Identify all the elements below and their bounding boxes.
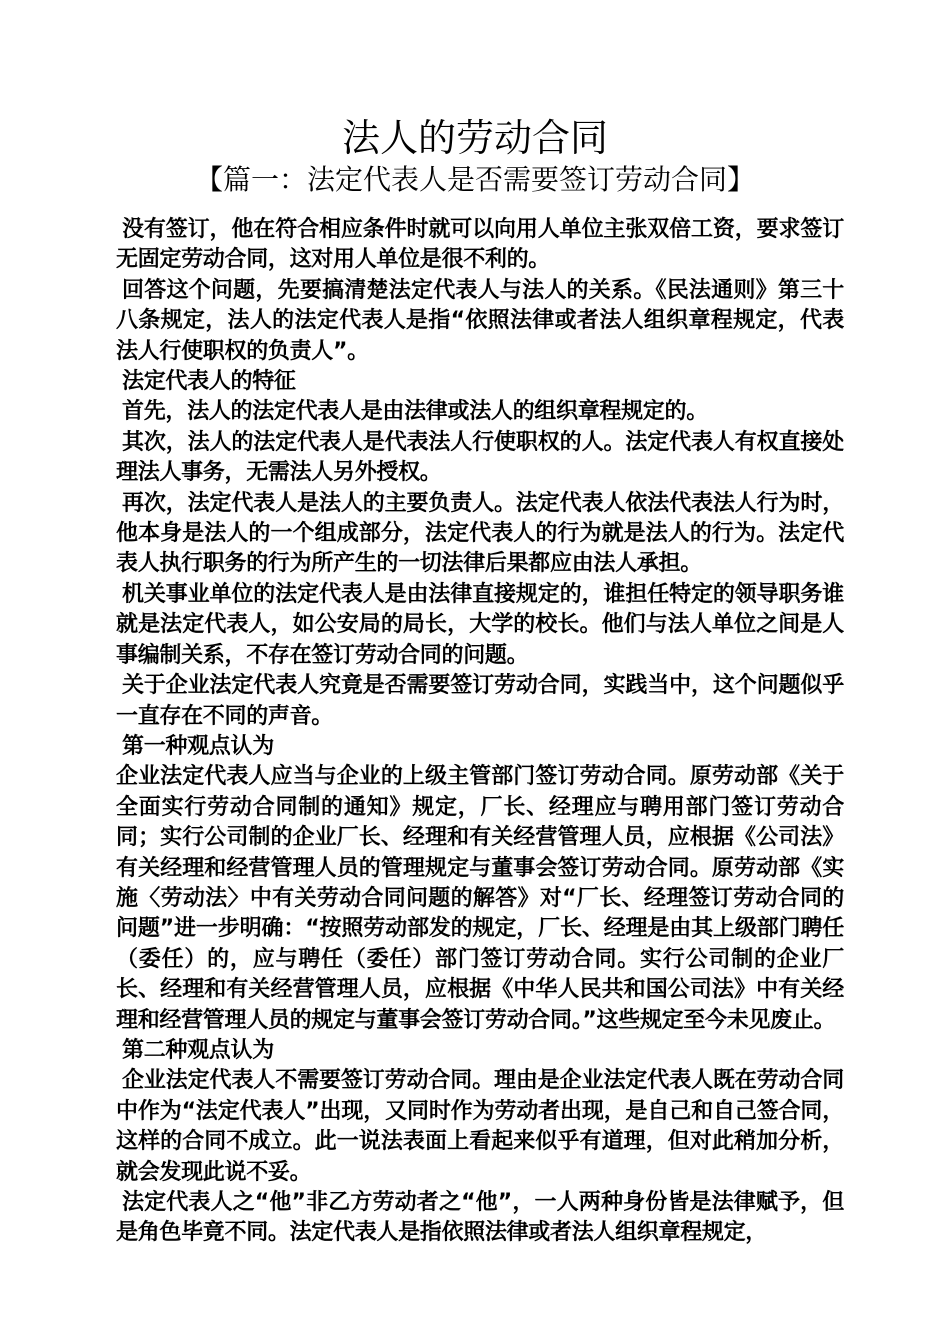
paragraph: 企业法定代表人应当与企业的上级主管部门签订劳动合同。原劳动部《关于全面实行劳动合同制的通知》规定，厂长、经理应与聘用部门签订劳动合同；实行公司制的企业厂长、经理和有关经营管理人员，应根据《公司法》有关经理和经营管理人员的管理规定与董事会签订劳动合同。原劳动部《实施〈劳动法〉中有关劳动合同问题的解答》对“厂长、经理签订劳动合同的问题”进一步明确：“按照劳动部发的规定，厂长、经理是由其上级部门聘任（委任）的，应与聘任（委任）部门签订劳动合同。实行公司制的企业厂长、经理和有关经营管理人员，应根据《中华人民共和国公司法》中有关经理和经营管理人员的规定与董事会签订劳动合同。”这些规定至今未见废止。	[116, 764, 844, 1033]
document-title: 法人的劳动合同	[341, 116, 608, 160]
section-heading: 第二种观点认为	[122, 1037, 274, 1063]
paragraph: 回答这个问题，先要搞清楚法定代表人与法人的关系。《民法通则》第三十八条规定，法人的法定代表人是指“依照法律或者法人组织章程规定，代表法人行使职权的负责人”。	[116, 277, 844, 364]
section-heading: 第一种观点认为	[122, 733, 274, 759]
section-heading: 法定代表人的特征	[122, 369, 296, 395]
paragraph: 企业法定代表人不需要签订劳动合同。理由是企业法定代表人既在劳动合同中作为“法定代表人”出现，又同时作为劳动者出现，是自己和自己签合同，这样的合同不成立。此一说法表面上看起来似乎有道理，但对此稍加分析，就会发现此说不妥。	[116, 1068, 844, 1185]
paragraph: 再次，法定代表人是法人的主要负责人。法定代表人依法代表法人行为时，他本身是法人的一个组成部分，法定代表人的行为就是法人的行为。法定代表人执行职务的行为所产生的一切法律后果都应由法人承担。	[116, 490, 844, 577]
document-body	[116, 215, 844, 1249]
paragraph: 关于企业法定代表人究竟是否需要签订劳动合同，实践当中，这个问题似乎一直存在不同的声音。	[116, 673, 844, 729]
paragraph: 法定代表人之“他”非乙方劳动者之“他”，一人两种身份皆是法律赋予，但是角色毕竟不同。法定代表人是指依照法律或者法人组织章程规定，	[116, 1190, 844, 1246]
paragraph: 机关事业单位的法定代表人是由法律直接规定的，谁担任特定的领导职务谁就是法定代表人，如公安局的局长，大学的校长。他们与法人单位之间是人事编制关系，不存在签订劳动合同的问题。	[116, 581, 844, 668]
paragraph: 首先，法人的法定代表人是由法律或法人的组织章程规定的。	[122, 399, 708, 425]
paragraph: 其次，法人的法定代表人是代表法人行使职权的人。法定代表人有权直接处理法人事务，无需法人另外授权。	[116, 429, 844, 486]
document-subtitle: 【篇一：法定代表人是否需要签订劳动合同】	[194, 163, 755, 196]
paragraph: 没有签订，他在符合相应条件时就可以向用人单位主张双倍工资，要求签订无固定劳动合同，这对用人单位是很不利的。	[116, 217, 844, 273]
